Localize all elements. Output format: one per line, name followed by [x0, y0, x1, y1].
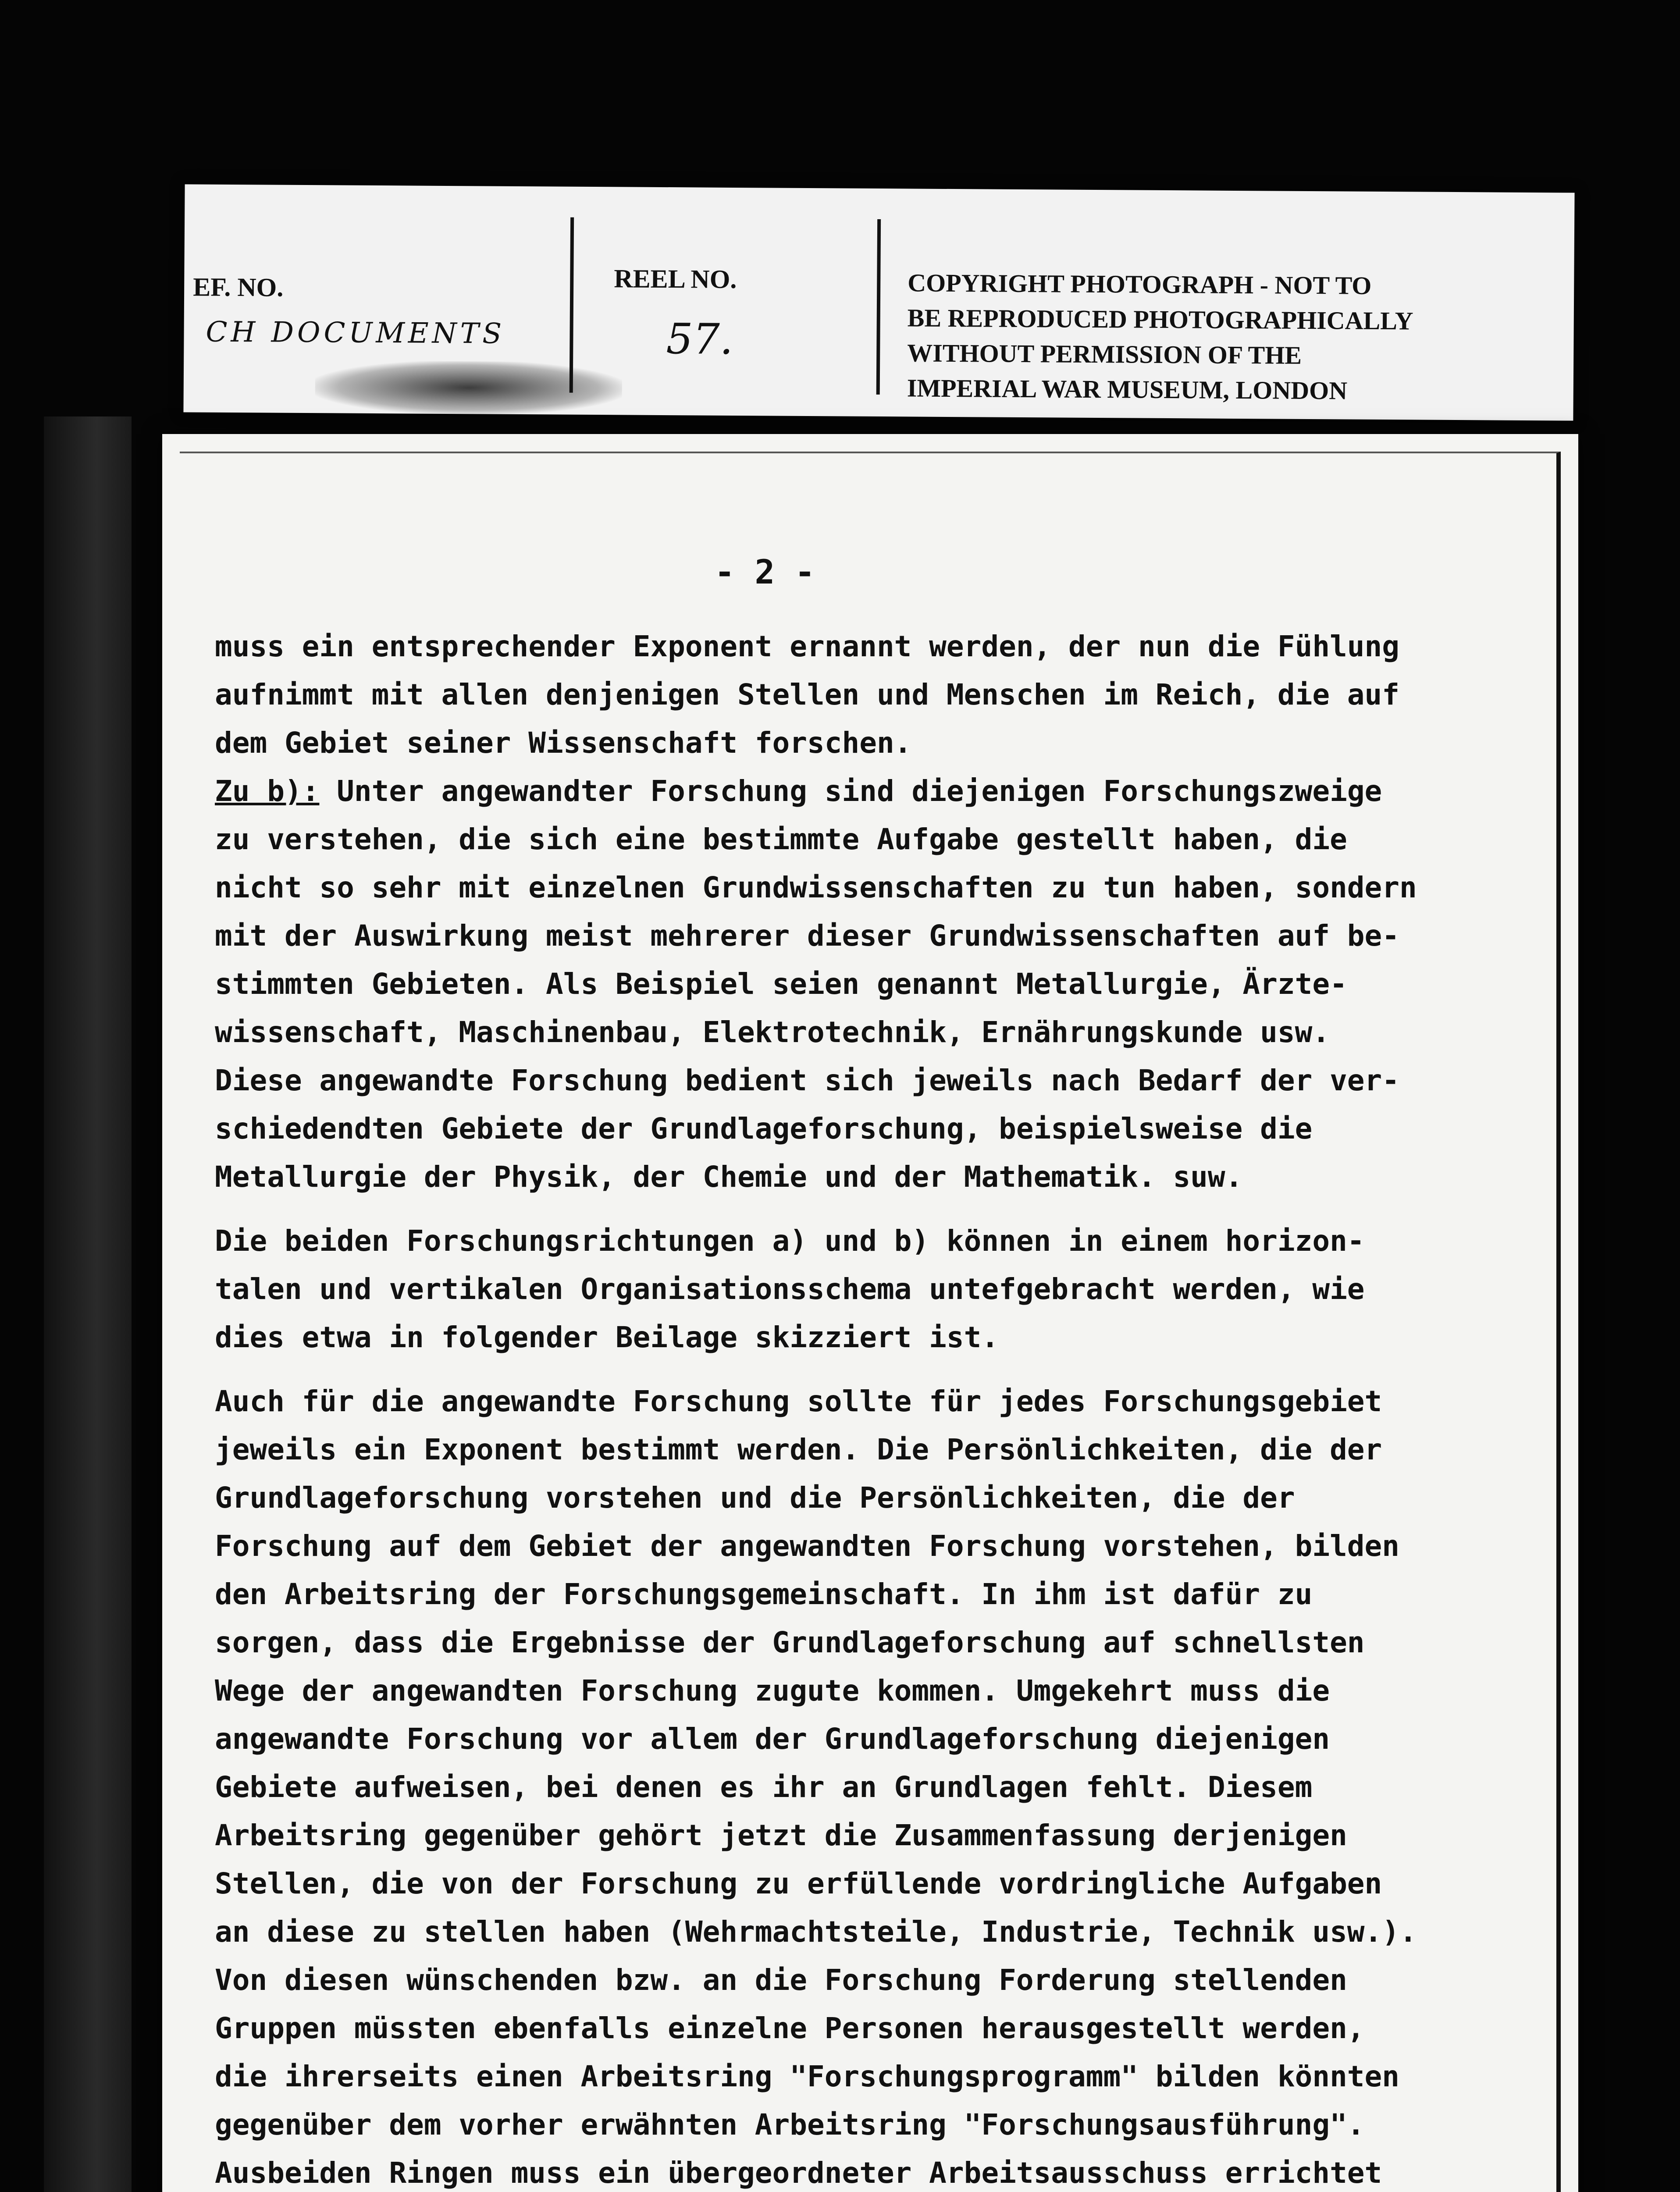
text-line: muss ein entsprechender Exponent ernannt werden, der nun die Fühlung [215, 630, 1400, 663]
text-span: Unter angewandter Forschung sind diejenigen Forschungszweige [337, 774, 1382, 808]
text-line: Grundlageforschung vorstehen und die Persönlichkeiten, die der [215, 1481, 1295, 1515]
text-line: Die beiden Forschungsrichtungen a) und b) können in einem horizon- [215, 1224, 1365, 1258]
text-line: talen und vertikalen Organisationsschema untefgebracht werden, wie [215, 1272, 1365, 1306]
text-line: Ausbeiden Ringen muss ein übergeordneter Arbeitsausschuss errichtet [215, 2156, 1382, 2190]
ref-no-label: EF. NO. [192, 272, 284, 302]
text-line: angewandte Forschung vor allem der Grundlageforschung diejenigen [215, 1722, 1330, 1756]
text-line: Arbeitsring gegenüber gehört jetzt die Zusammenfassung derjenigen [215, 1818, 1347, 1852]
copyright-line: WITHOUT PERMISSION OF THE [907, 338, 1302, 370]
copyright-line: IMPERIAL WAR MUSEUM, LONDON [907, 374, 1348, 405]
copyright-notice [907, 265, 1566, 409]
reel-no-label: REEL NO. [614, 264, 737, 294]
ref-no-value: CH DOCUMENTS [206, 316, 505, 350]
text-line: dem Gebiet seiner Wissenschaft forschen. [215, 726, 912, 760]
text-line: sorgen, dass die Ergebnisse der Grundlageforschung auf schnellsten [215, 1626, 1365, 1659]
text-line: Gebiete aufweisen, bei denen es ihr an Grundlagen fehlt. Diesem [215, 1770, 1313, 1804]
text-line: Stellen, die von der Forschung zu erfüllende vordringliche Aufgaben [215, 1867, 1382, 1900]
text-line: Metallurgie der Physik, der Chemie und der Mathematik. suw. [215, 1160, 1243, 1194]
paragraph-gap [215, 1201, 1600, 1217]
copyright-line: BE REPRODUCED PHOTOGRAPHICALLY [907, 303, 1413, 335]
text-line: dies etwa in folgender Beilage skizziert ist. [215, 1320, 999, 1354]
copyright-line: COPYRIGHT PHOTOGRAPH - NOT TO [908, 268, 1372, 300]
text-line: Auch für die angewandte Forschung sollte für jedes Forschungsgebiet [215, 1384, 1382, 1418]
ink-smudge [315, 360, 622, 415]
text-line [215, 767, 1600, 815]
paragraph-gap [215, 1362, 1600, 1377]
text-line: Gruppen müssten ebenfalls einzelne Personen herausgestellt werden, [215, 2011, 1365, 2045]
text-line: wissenschaft, Maschinenbau, Elektrotechnik, Ernährungskunde usw. [215, 1015, 1330, 1049]
text-line: jeweils ein Exponent bestimmt werden. Die Persönlichkeiten, die der [215, 1433, 1382, 1466]
text-line: stimmten Gebieten. Als Beispiel seien genannt Metallurgie, Ärzte- [215, 967, 1347, 1001]
text-line: Wege der angewandten Forschung zugute kommen. Umgekehrt muss die [215, 1674, 1330, 1708]
section-marker: Zu b): [215, 774, 320, 808]
header-divider [876, 219, 881, 395]
text-line: Diese angewandte Forschung bedient sich jeweils nach Bedarf der ver- [215, 1064, 1400, 1097]
text-line: nicht so sehr mit einzelnen Grundwissenschaften zu tun haben, sondern [215, 871, 1417, 904]
text-line: gegenüber dem vorher erwähnten Arbeitsring "Forschungsausführung". [215, 2108, 1365, 2142]
text-line: Von diesen wünschenden bzw. an die Forschung Forderung stellenden [215, 1963, 1347, 1997]
text-line: mit der Auswirkung meist mehrerer dieser Grundwissenschaften auf be- [215, 919, 1400, 953]
page-number: - 2 - [715, 552, 815, 591]
film-edge-strip [44, 416, 132, 2192]
typed-document-page [162, 434, 1578, 2192]
text-line: Forschung auf dem Gebiet der angewandten Forschung vorstehen, bilden [215, 1529, 1400, 1563]
archive-header-card [183, 184, 1574, 420]
text-line: die ihrerseits einen Arbeitsring "Forschungsprogramm" bilden könnten [215, 2060, 1400, 2093]
text-line: den Arbeitsring der Forschungsgemeinschaft. In ihm ist dafür zu [215, 1577, 1313, 1611]
text-line: schiedendten Gebiete der Grundlageforschung, beispielsweise die [215, 1112, 1313, 1146]
text-line: aufnimmt mit allen denjenigen Stellen und Menschen im Reich, die auf [215, 678, 1400, 712]
reel-no-value: 57. [666, 314, 733, 364]
document-body [215, 623, 1600, 2192]
text-line: zu verstehen, die sich eine bestimmte Aufgabe gestellt haben, die [215, 822, 1347, 856]
text-line: an diese zu stellen haben (Wehrmachtsteile, Industrie, Technik usw.). [215, 1915, 1417, 1949]
